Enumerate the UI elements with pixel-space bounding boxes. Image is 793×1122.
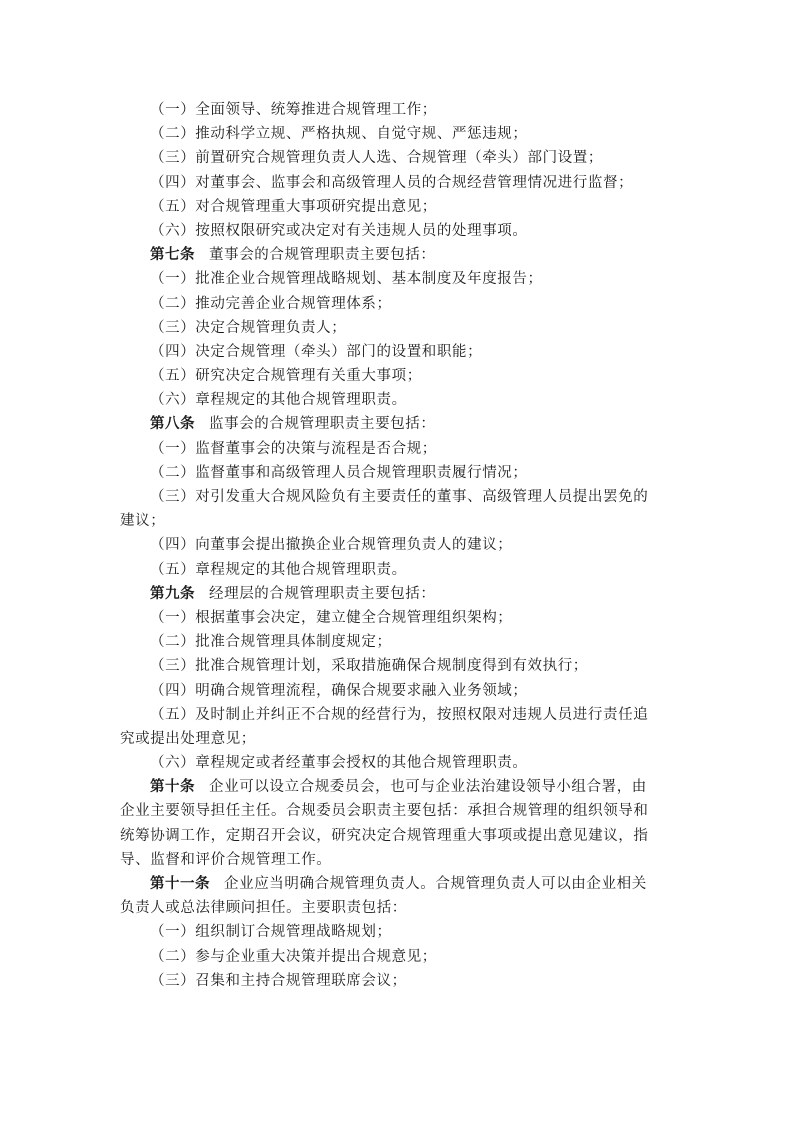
list-item-continuation: 建议； [120, 513, 166, 530]
list-item: （二）参与企业重大决策并提出合规意见； [150, 948, 437, 965]
list-item: （四）对董事会、监事会和高级管理人员的合规经营管理情况进行监督； [150, 174, 634, 191]
list-item: （六）按照权限研究或决定对有关违规人员的处理事项。 [150, 222, 528, 239]
list-item: （二）批准合规管理具体制度规定； [150, 634, 392, 651]
list-item: （五）研究决定合规管理有关重大事项； [150, 368, 422, 385]
list-item: （四）决定合规管理（牵头）部门的设置和职能； [150, 343, 483, 360]
list-item: （五）及时制止并纠正不合规的经营行为，按照权限对违规人员进行责任追 [150, 706, 649, 723]
list-item: （五）章程规定的其他合规管理职责。 [150, 561, 407, 578]
article-7-title: 第七条 [150, 247, 195, 264]
list-item: （四）向董事会提出撤换企业合规管理负责人的建议； [150, 537, 513, 554]
article-10-text: 企业可以设立合规委员会，也可与企业法治建设领导小组合署，由 [209, 779, 647, 796]
list-item: （三）对引发重大合规风险负有主要责任的董事、高级管理人员提出罢免的 [150, 489, 649, 505]
article-11-title: 第十一条 [150, 876, 210, 892]
article-7-heading [120, 243, 680, 267]
article-8-heading [120, 412, 680, 436]
paragraph-line: 导、监督和评价合规管理工作。 [120, 851, 332, 868]
list-item: （三）批准合规管理计划，采取措施确保合规制度得到有效执行； [150, 658, 588, 675]
list-item: （一）根据董事会决定，建立健全合规管理组织架构； [150, 609, 513, 626]
list-item: （三）前置研究合规管理负责人人选、合规管理（牵头）部门设置； [150, 150, 603, 167]
list-item: （五）对合规管理重大事项研究提出意见； [150, 198, 437, 215]
list-item: （一）监督董事会的决策与流程是否合规； [150, 440, 437, 457]
list-item: （一）组织制订合规管理战略规划； [150, 924, 392, 941]
article-9-title: 第九条 [150, 585, 195, 602]
paragraph-line: 负责人或总法律顾问担任。主要职责包括： [120, 900, 407, 917]
list-item: （一）批准企业合规管理战略规划、基本制度及年度报告； [150, 271, 543, 288]
list-item: （二）推动科学立规、严格执规、自觉守规、严惩违规； [150, 126, 528, 143]
list-item: （三）决定合规管理负责人； [150, 319, 347, 336]
article-10-heading [120, 775, 680, 799]
article-11-text: 企业应当明确合规管理负责人。合规管理负责人可以由企业相关 [224, 876, 647, 892]
list-item: （一）全面领导、统筹推进合规管理工作； [150, 102, 437, 118]
article-8-text: 监事会的合规管理职责主要包括： [209, 416, 436, 433]
list-item: （二）推动完善企业合规管理体系； [150, 295, 392, 312]
list-item: （二）监督董事和高级管理人员合规管理职责履行情况； [150, 464, 528, 481]
document-page [120, 98, 680, 993]
list-item-continuation: 究或提出处理意见； [120, 730, 256, 747]
list-item: （六）章程规定或者经董事会授权的其他合规管理职责。 [150, 755, 528, 772]
article-8-title: 第八条 [150, 416, 195, 433]
paragraph-line: 统筹协调工作，定期召开会议，研究决定合规管理重大事项或提出意见建议，指 [120, 827, 649, 844]
list-item: （六）章程规定的其他合规管理职责。 [150, 392, 407, 409]
list-item: （四）明确合规管理流程，确保合规要求融入业务领域； [150, 682, 528, 699]
article-11-heading [120, 872, 680, 896]
article-9-heading [120, 582, 680, 606]
list-item: （三）召集和主持合规管理联席会议； [150, 972, 407, 989]
paragraph-line: 企业主要领导担任主任。合规委员会职责主要包括：承担合规管理的组织领导和 [120, 803, 649, 820]
article-10-title: 第十条 [150, 779, 195, 796]
article-9-text: 经理层的合规管理职责主要包括： [209, 585, 436, 602]
article-7-text: 董事会的合规管理职责主要包括： [209, 247, 436, 264]
